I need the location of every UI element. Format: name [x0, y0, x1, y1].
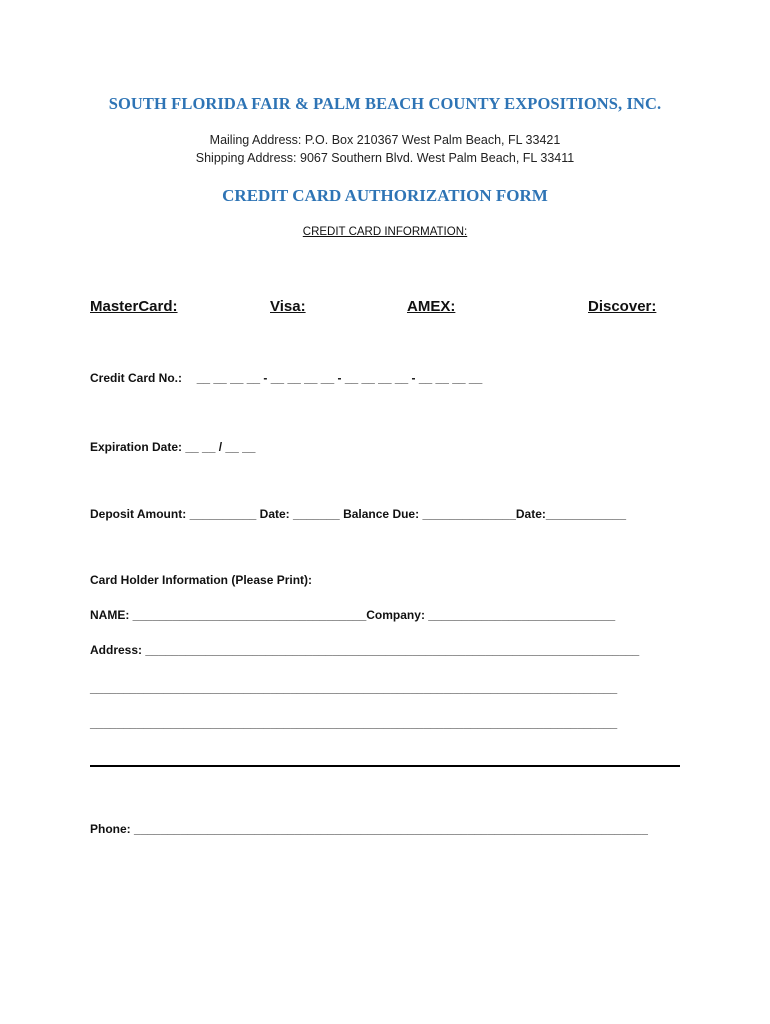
shipping-address: Shipping Address: 9067 Southern Blvd. West Palm Beach, FL 33411: [195, 151, 575, 165]
card-holder-heading: Card Holder Information (Please Print):: [90, 573, 313, 587]
expiration-row: [90, 440, 255, 454]
address-field-line-1[interactable]: __________________________________________________________________________: [145, 643, 640, 657]
company-field[interactable]: ____________________________: [428, 608, 616, 622]
address-row: [90, 643, 639, 657]
section-divider: [90, 765, 680, 767]
card-number-field[interactable]: __ __ __ __ - __ __ __ __ - __ __ __ __ - __ __ __ __: [196, 371, 483, 385]
amex-option[interactable]: AMEX:: [407, 298, 456, 315]
expiration-field[interactable]: __ __ / __ __: [185, 440, 256, 454]
mailing-address: Mailing Address: P.O. Box 210367 West Palm Beach, FL 33421: [209, 133, 561, 147]
deposit-date-label: Date:: [259, 507, 290, 521]
deposit-row: [90, 507, 626, 521]
card-number-row: [90, 371, 482, 385]
deposit-date-field[interactable]: _______: [293, 507, 340, 521]
balance-due-field[interactable]: ______________: [422, 507, 516, 521]
name-field[interactable]: ___________________________________: [132, 608, 367, 622]
company-label: Company:: [366, 608, 425, 622]
address-field-line-3[interactable]: _______________________________________________________________________________: [90, 716, 618, 730]
card-number-label: Credit Card No.:: [90, 371, 183, 385]
balance-date-field[interactable]: ____________: [545, 507, 626, 521]
deposit-amount-label: Deposit Amount:: [90, 507, 187, 521]
balance-due-label: Balance Due:: [343, 507, 420, 521]
credit-card-info-heading: CREDIT CARD INFORMATION:: [302, 226, 468, 238]
visa-option[interactable]: Visa:: [270, 298, 306, 315]
phone-field[interactable]: _____________________________________________________________________________: [134, 822, 648, 836]
mastercard-option[interactable]: MasterCard:: [90, 298, 178, 315]
form-title: CREDIT CARD AUTHORIZATION FORM: [222, 186, 548, 205]
address-label: Address:: [90, 643, 143, 657]
address-field-line-2[interactable]: _______________________________________________________________________________: [90, 681, 618, 695]
phone-label: Phone:: [90, 822, 131, 836]
phone-row: [90, 822, 648, 836]
name-company-row: [90, 608, 615, 622]
deposit-amount-field[interactable]: __________: [189, 507, 257, 521]
discover-option[interactable]: Discover:: [588, 298, 657, 315]
balance-date-label: Date:: [515, 507, 546, 521]
name-label: NAME:: [90, 608, 130, 622]
expiration-label: Expiration Date:: [90, 440, 183, 454]
organization-title: SOUTH FLORIDA FAIR & PALM BEACH COUNTY EXPOSITIONS, INC.: [108, 94, 662, 113]
